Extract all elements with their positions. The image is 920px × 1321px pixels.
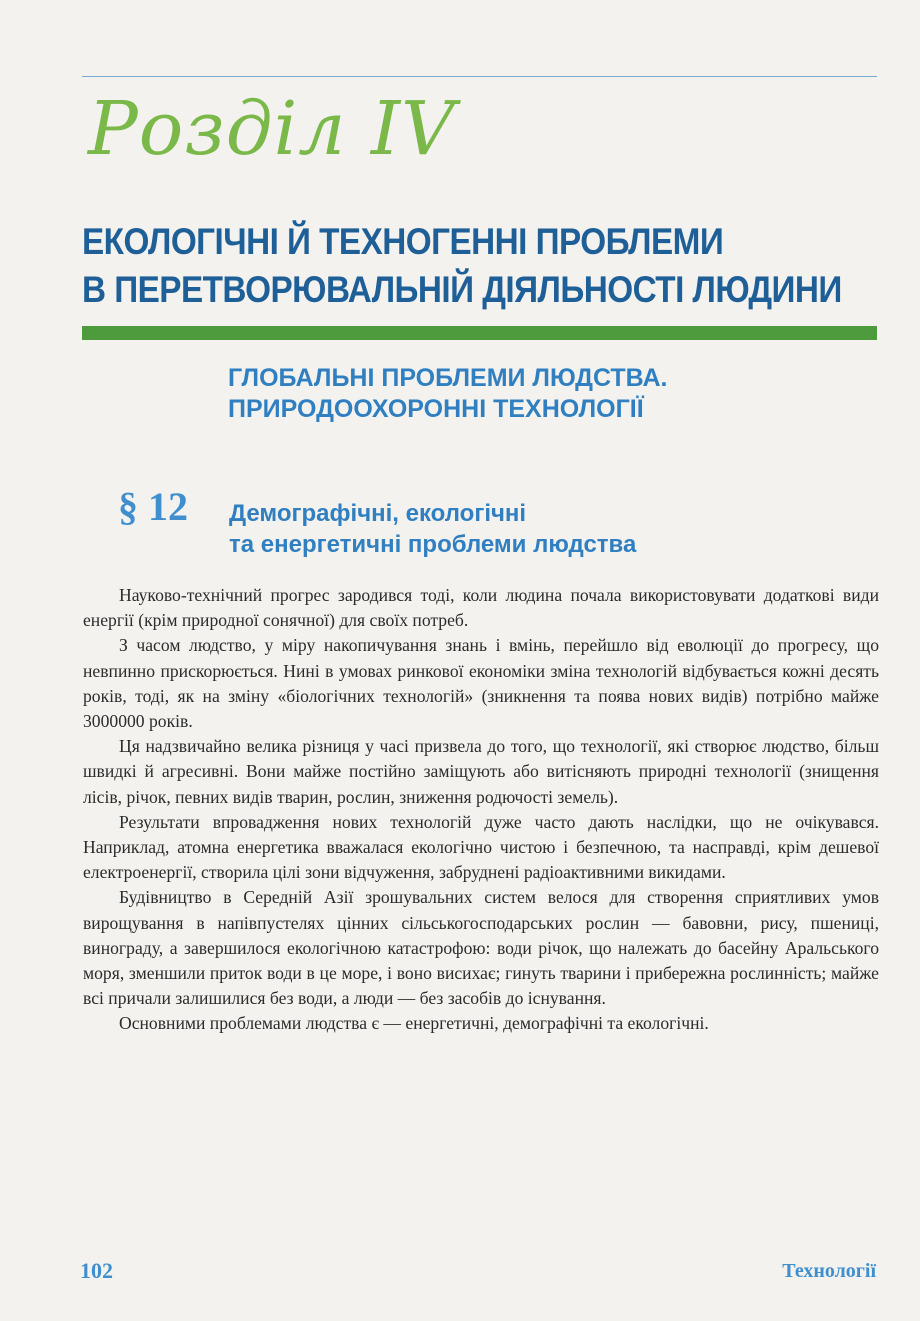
running-head: Технології — [782, 1260, 876, 1282]
paragraph-title-line-2: та енергетичні проблеми людства — [229, 531, 637, 558]
body-paragraph: Результати впровадження нових технологій дуже часто дають наслідки, що не очікувався. Наприклад, атомна енергетика вважалася екологічно чистою і безпечною, та насправді, крім дешевої електроенергії, створила цілі зони відчуження, забруднені радіоактивними викидами. — [83, 811, 879, 883]
paragraph-title — [229, 498, 636, 560]
part-title-line-1: ЕКОЛОГІЧНІ Й ТЕХНОГЕННІ ПРОБЛЕМИ — [82, 221, 724, 262]
page-number: 102 — [80, 1258, 113, 1283]
divider-bar — [82, 326, 877, 340]
part-title — [82, 218, 842, 314]
top-rule — [82, 76, 877, 77]
chapter-title — [228, 363, 667, 425]
paragraph-title-line-1: Демографічні, екологічні — [229, 500, 527, 527]
section-heading: Розділ IV — [88, 86, 456, 172]
body-paragraph: Будівництво в Середній Азії зрошувальних систем велося для створення сприятливих умов вирощування в напівпустелях цінних сільськогосподарських рослин — бавовни, рису, пшениці, винограду, а завершилося екологічною катастрофою: води річок, що належать до басейну Аральського моря, зменшили приток води в це море, і воно висихає; гинуть тварини і прибережна рослинність; майже всі причали залишилися без води, а люди — без засобів до існування. — [83, 887, 879, 1009]
chapter-title-line-2: ПРИРОДООХОРОННІ ТЕХНОЛОГІЇ — [228, 395, 644, 423]
part-title-line-2: В ПЕРЕТВОРЮВАЛЬНІЙ ДІЯЛЬНОСТІ ЛЮДИНИ — [82, 269, 842, 310]
chapter-title-line-1: ГЛОБАЛЬНІ ПРОБЛЕМИ ЛЮДСТВА. — [228, 364, 668, 392]
body-paragraph: Основними проблемами людства є — енергетичні, демографічні та екологічні. — [119, 1013, 709, 1034]
body-text — [83, 583, 879, 1037]
paragraph-number: § 12 — [118, 484, 188, 529]
body-paragraph: Ця надзвичайно велика різниця у часі призвела до того, що технології, які створює людство, більш швидкі й агресивні. Вони майже постійно заміщують або витісняють природні технології (знищення лісів, річок, певних видів тварин, рослин, зниження родючості земель). — [83, 736, 879, 807]
body-paragraph: З часом людство, у міру накопичування знань і вмінь, перейшло від еволюції до прогресу, що невпинно прискорюється. Нині в умовах ринкової економіки зміна технологій відбувається кожні десять років, тоді, як на зміну «біологічних технологій» (зникнення та поява нових видів) потрібно майже 3000000 років. — [83, 635, 879, 732]
body-paragraph: Науково-технічний прогрес зародився тоді, коли людина почала використовувати додаткові види енергії (крім природної сонячної) для своїх потреб. — [83, 585, 879, 631]
